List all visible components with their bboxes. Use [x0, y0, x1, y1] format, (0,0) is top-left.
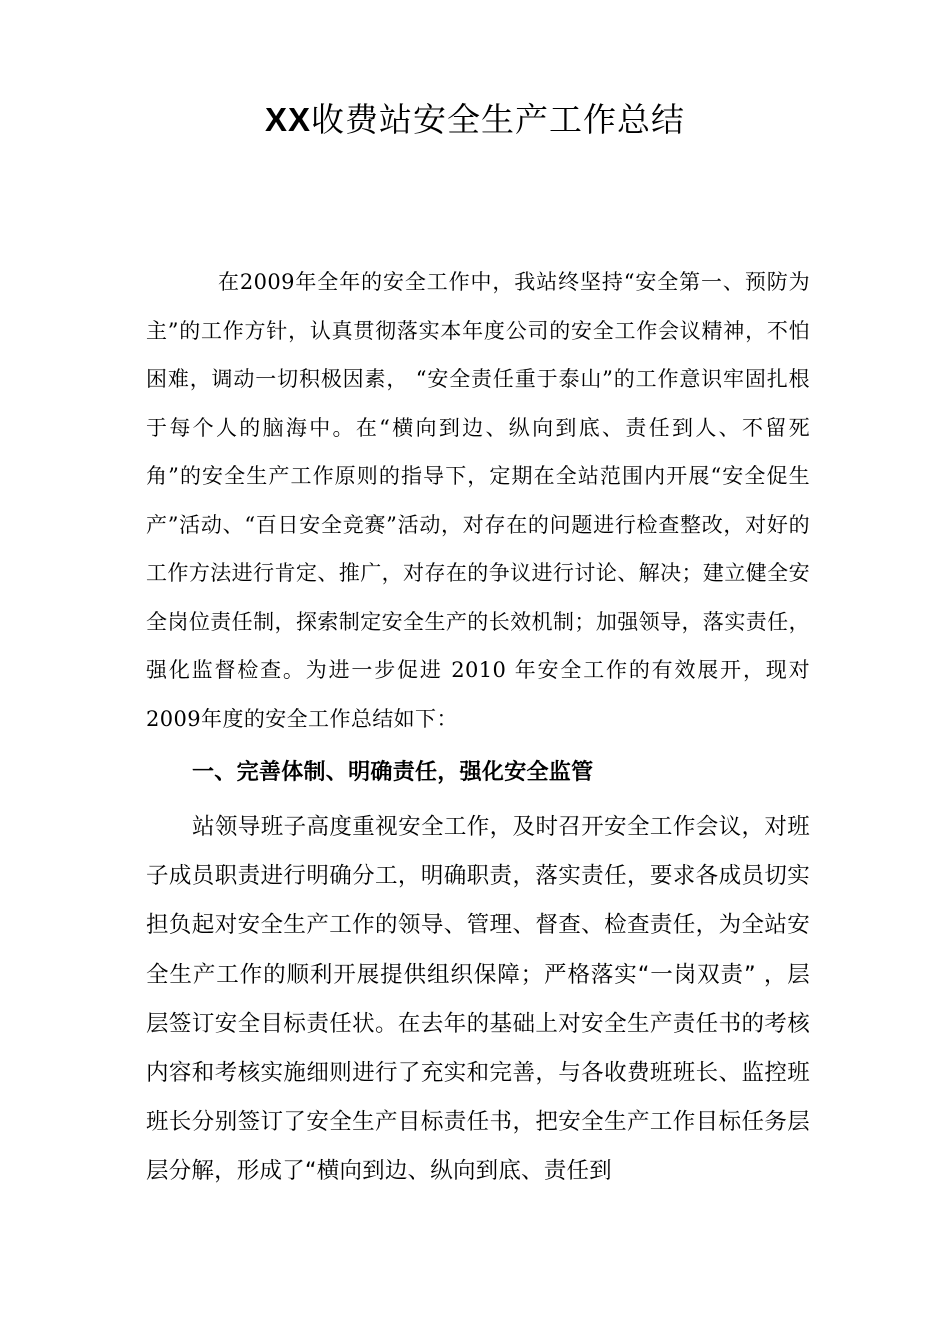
- section-1-heading: 一、完善体制、明确责任，强化安全监管: [192, 760, 594, 785]
- document-title: [0, 96, 950, 144]
- title-prefix: XX: [264, 101, 312, 138]
- section-1-body: 站领导班子高度重视安全工作，及时召开安全工作会议，对班子成员职责进行明确分工，明确职责，落实责任，要求各成员切实担负起对安全生产工作的领导、管理、督查、检查责任，为全站安全生产工作的顺利开展提供组织保障；严格落实“一岗双责” ，层层签订安全目标责任状。在去年的基础上对安全生产责任书的考核内容和考核实施细则进行了充实和完善，与各收费班班长、监控班班长分别签订了安全生产目标责任书，把安全生产工作目标任务层层分解，形成了“横向到边、纵向到底、责任到: [146, 814, 810, 1185]
- title-main: 收费站安全生产工作总结: [311, 100, 686, 139]
- intro-paragraph: 在2009年全年的安全工作中，我站终坚持“安全第一、预防为主”的工作方针，认真贯彻落实本年度公司的安全工作会议精神，不怕困难，调动一切积极因素， “安全责任重于泰山”的工作意识牢固扎根于每个人的脑海中。在“横向到边、纵向到底、责任到人、不留死角”的安全生产工作原则的指导下，定期在全站范围内开展“安全促生产”活动、“百日安全竞赛”活动，对存在的问题进行检查整改，对好的工作方法进行肯定、推广，对存在的争议进行讨论、解决；建立健全安全岗位责任制，探索制定安全生产的长效机制；加强领导，落实责任，强化监督检查。为进一步促进 2010 年安全工作的有效展开，现对2009年度的安全工作总结如下：: [146, 270, 810, 731]
